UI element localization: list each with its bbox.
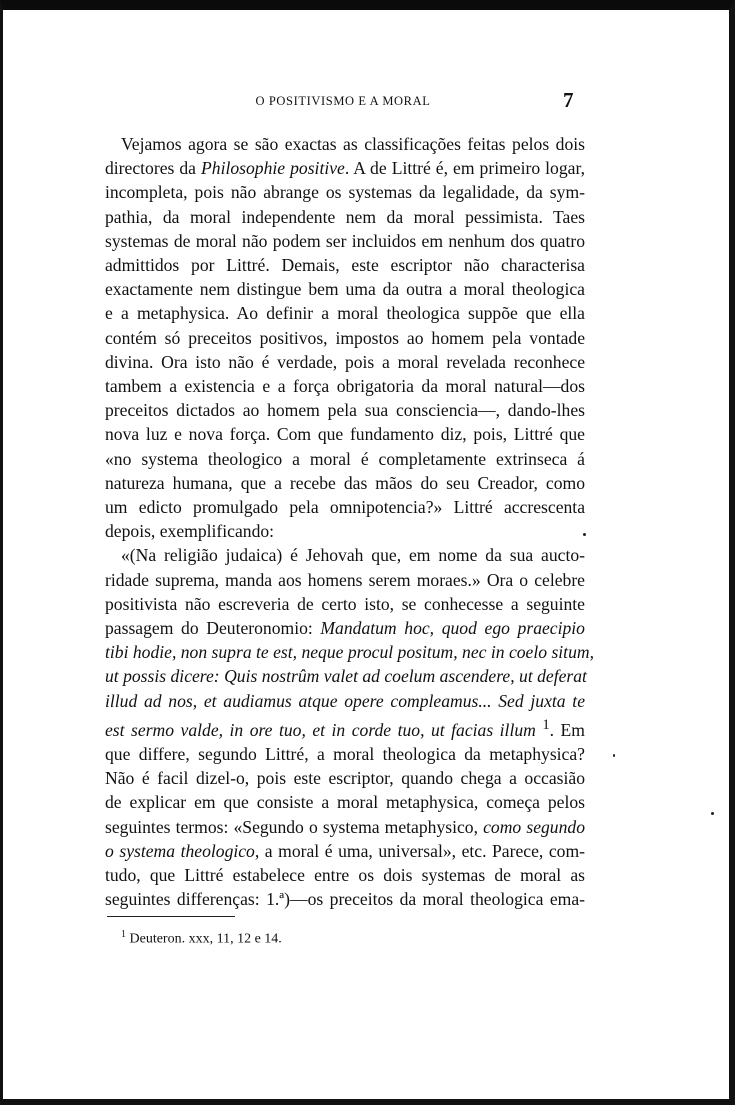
text-line: «no systema theologico a moral é completamente extrinseca á	[105, 448, 585, 469]
text-line: natureza humana, que a recebe das mãos do seu Creador, como	[105, 472, 585, 493]
text-line: um edicto promulgado pela omnipotencia?» Littré accrescenta	[105, 497, 585, 518]
text-line: preceitos dictados ao homem pela sua consciencia—, dando-lhes	[105, 400, 585, 421]
scan-speck	[583, 533, 586, 536]
text-line: est sermo valde, in ore tuo, et in corde tuo, ut facias illum $^1$. Em	[105, 716, 585, 740]
text-line: positivista não escreveria de certo isto, se conhecesse a seguinte	[105, 593, 585, 614]
text-line: divina. Ora isto não é verdade, pois a moral revelada reconhece	[105, 351, 585, 372]
book-page	[3, 10, 729, 1099]
footnote-text: Deuteron. xxx, 11, 12 e 14.	[129, 931, 282, 947]
text-line: admittidos por Littré. Demais, este escriptor não characterisa	[105, 255, 585, 276]
text-line: tudo, que Littré estabelece entre os dois systemas de moral as	[105, 864, 585, 885]
scan-speck	[613, 754, 615, 757]
text-line: ut possis dicere: Quis nostrûm valet ad coelum ascendere, ut deferat	[105, 666, 587, 687]
text-line: tambem a existencia e a força obrigatoria da moral natural—dos	[105, 376, 585, 397]
text-line: de explicar em que consiste a moral metaphysica, começa pelos	[105, 792, 585, 813]
text-line: depois, exemplificando:	[105, 521, 275, 542]
text-line: seguintes termos: «Segundo o systema metaphysico, como segundo	[105, 816, 585, 837]
text-line: nova luz e nova força. Com que fundamento diz, pois, Littré que	[105, 424, 585, 445]
page-number: 7	[563, 88, 574, 112]
text-line: illud ad nos, et audiamus atque opere compleamus... Sed juxta te	[105, 690, 585, 711]
text-line: contém só preceitos positivos, impostos ao homem pela vontade	[105, 327, 585, 348]
text-line: ridade suprema, manda aos homens serem moraes.» Ora o celebre	[105, 569, 585, 590]
text-line: que differe, segundo Littré, a moral theologica da metaphysica?	[105, 743, 585, 764]
text-line: directores da Philosophie positive. A de Littré é, em primeiro logar,	[105, 158, 586, 179]
footnote-divider	[107, 916, 235, 917]
scan-speck	[711, 812, 714, 815]
text-line: passagem do Deuteronomio: Mandatum hoc, quod ego praecipio	[105, 618, 585, 639]
footnote-marker: 1	[121, 929, 126, 940]
text-line: incompleta, pois não abrange os systemas da legalidade, da sym-	[105, 182, 585, 203]
footnote	[121, 929, 282, 948]
text-line: seguintes differenças: 1.ª)—os preceitos da moral theologica ema-	[105, 889, 585, 910]
text-line: tibi hodie, non supra te est, neque procul positum, nec in coelo situm,	[105, 642, 594, 663]
text-line: Vejamos agora se são exactas as classificações feitas pelos dois	[121, 134, 585, 154]
text-line: pathia, da moral independente nem da moral pessimista. Taes	[105, 206, 585, 227]
text-line: o systema theologico, a moral é uma, universal», etc. Parece, com-	[105, 840, 585, 861]
text-line: e a metaphysica. Ao definir a moral theologica suppõe que ella	[105, 303, 585, 324]
text-line: «(Na religião judaica) é Jehovah que, em nome da sua auctо-	[121, 545, 585, 566]
body-text	[105, 132, 594, 911]
text-line: systemas de moral não podem ser incluidos em nenhum dos quatro	[105, 230, 585, 251]
running-title: O POSITIVISMO E A MORAL	[255, 94, 431, 108]
text-line: Não é facil dizel-o, pois este escriptor, quando chega a occasião	[105, 768, 585, 789]
text-line: exactamente nem distingue bem uma da outra a moral theologica	[105, 279, 585, 300]
